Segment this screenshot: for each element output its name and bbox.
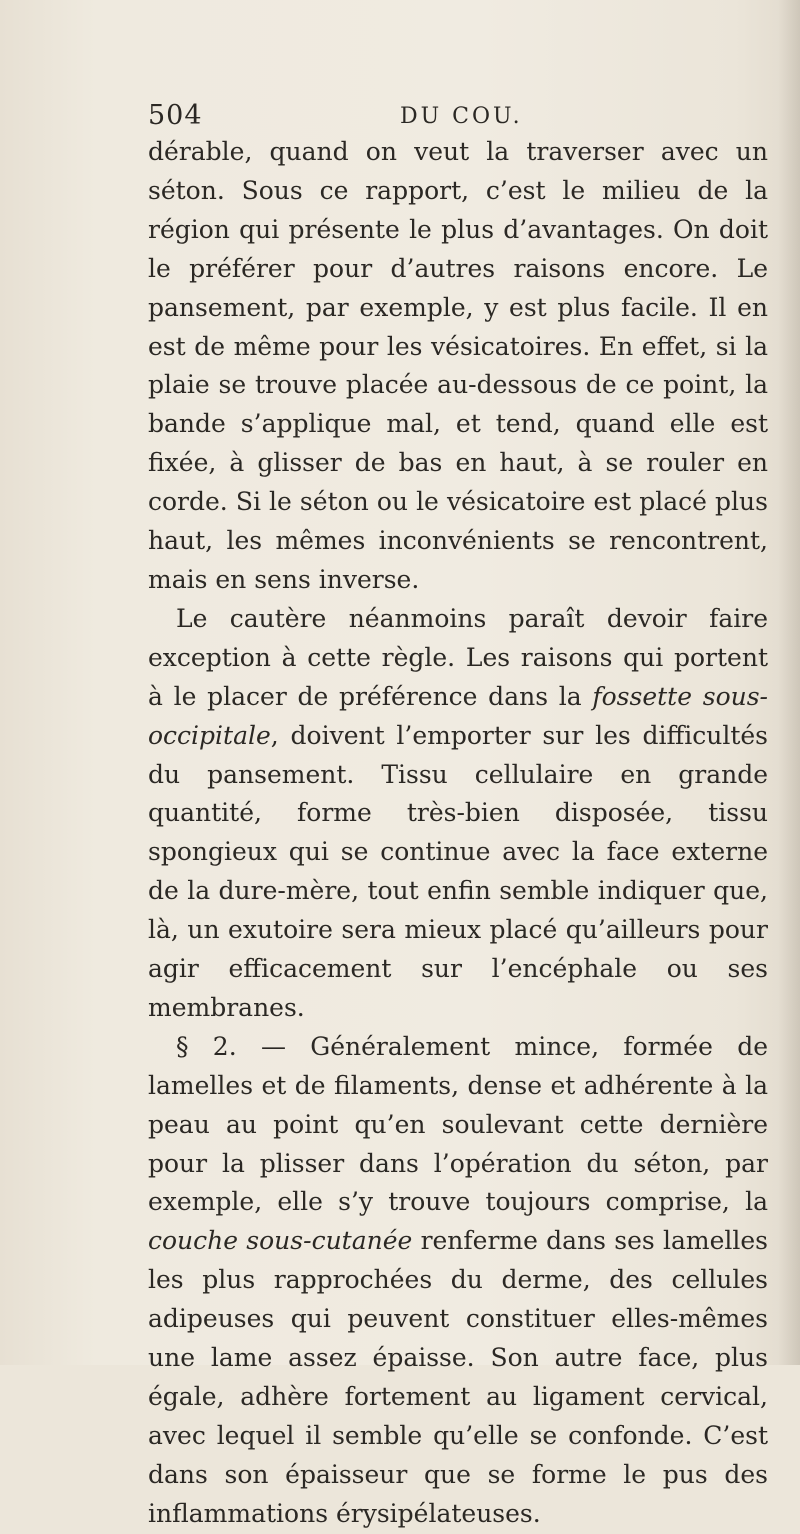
body-text	[148, 133, 768, 1534]
paragraph-3-text-start: § 2. — Généralement mince, formée de lamelles et de filaments, dense et adhérente à la peau au point qu’en soulevant cette dernière pour la plisser dans l’opération du séton, par exemple, elle s’y trouve toujours comprise, la	[148, 1031, 768, 1217]
paragraph-2	[148, 600, 768, 1028]
paragraph-1	[148, 133, 768, 600]
paragraph-1-text: dérable, quand on veut la traverser avec un séton. Sous ce rapport, c’est le milieu de la région qui présente le plus d’avantages. On doit le préférer pour d’autres raisons encore. Le pansement, par exemple, y est plus facile. Il en est de même pour les vésicatoires. En effet, si la plaie se trouve placée au-dessous de ce point, la bande s’applique mal, et tend, quand elle est fixée, à glisser de bas en haut, à se rouler en corde. Si le séton ou le vésicatoire est placé plus haut, les mêmes inconvénients se rencontrent, mais en sens inverse.	[148, 137, 768, 594]
page-edge-shadow	[778, 0, 800, 1365]
paragraph-3-text-end: renferme dans ses lamelles les plus rapprochées du derme, des cellules adipeuses qui peuvent constituer elles-mêmes une lame assez épaisse. Son autre face, plus égale, adhère fortement au ligament cervical, avec lequel il semble qu’elle se confonde. C’est dans son épaisseur que se forme le pus des inflammations érysipélateuses.	[148, 1226, 768, 1528]
page-number: 504	[148, 100, 203, 131]
running-head: DU COU.	[400, 104, 523, 129]
paragraph-2-text-end: , doivent l’emporter sur les difficultés du pansement. Tissu cellulaire en grande quantité, forme très-bien disposée, tissu spongieux qui se continue avec la face externe de la dure-mère, tout enfin semble indiquer que, là, un exutoire sera mieux placé qu’ailleurs pour agir efficacement sur l’encéphale ou ses membranes.	[148, 720, 768, 1022]
paragraph-3-italic-term: couche sous-cutanée	[148, 1226, 413, 1256]
paragraph-2-italic-term: fossette sous-occipitale	[148, 681, 768, 750]
paragraph-3	[148, 1028, 768, 1534]
paragraph-2-text-start: Le cautère néanmoins paraît devoir faire exception à cette règle. Les raisons qui portent à le placer de préférence dans la	[148, 603, 768, 711]
